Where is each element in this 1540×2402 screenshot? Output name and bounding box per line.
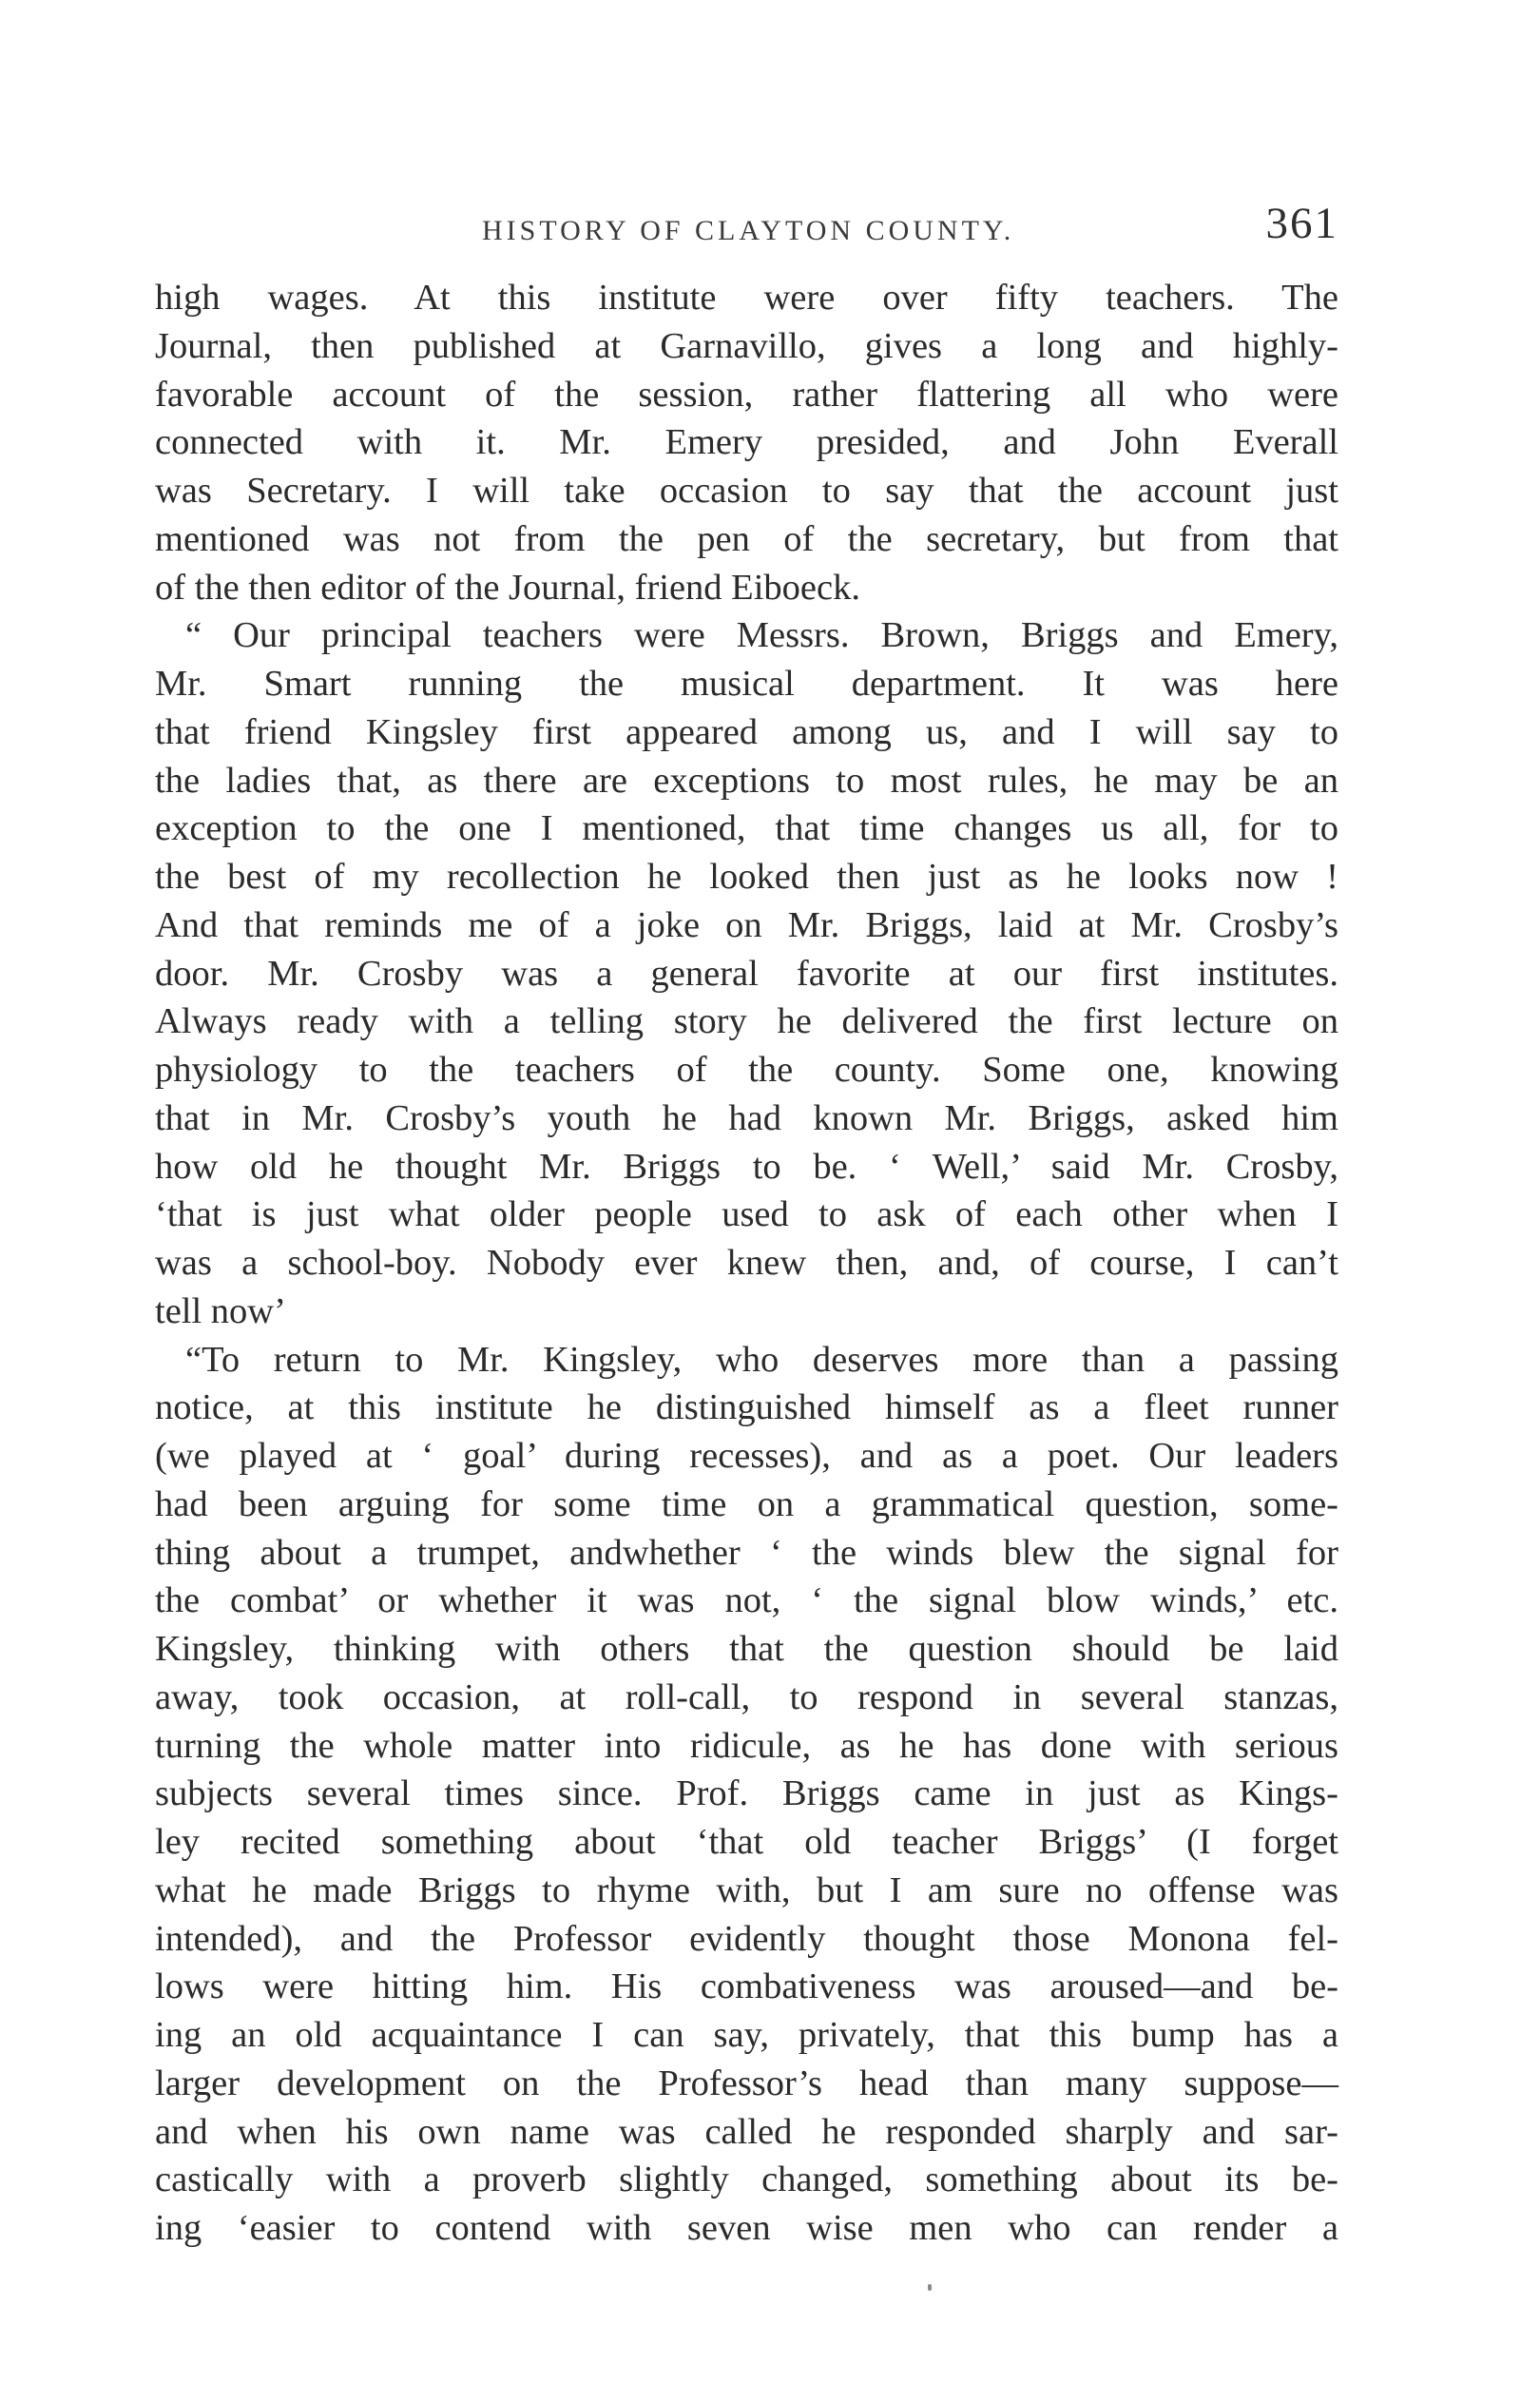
- text-line: notice, at this institute he distinguished himself as a fleet runner: [155, 1387, 1338, 1428]
- page-number: 361: [1265, 199, 1338, 248]
- text-line: the ladies that, as there are exceptions to most rules, he may be an: [155, 760, 1338, 801]
- text-line: ing ‘easier to contend with seven wise men who can render a: [155, 2208, 1338, 2248]
- text-line: away, took occasion, at roll-call, to respond in several stanzas,: [155, 1676, 1338, 1717]
- text-line: Always ready with a telling story he delivered the first lecture on: [155, 1001, 1338, 1042]
- text-line: that in Mr. Crosby’s youth he had known Mr. Briggs, asked him: [155, 1097, 1338, 1138]
- text-line: what he made Briggs to rhyme with, but I am sure no offense was: [155, 1869, 1338, 1910]
- text-line: was a school-boy. Nobody ever knew then, and, of course, I can’t: [155, 1243, 1338, 1283]
- page-header: [155, 190, 1338, 247]
- text-line: had been arguing for some time on a grammatical question, some-: [155, 1483, 1338, 1524]
- text-line: of the then editor of the Journal, friend Eiboeck.: [155, 567, 860, 608]
- text-line: favorable account of the session, rather flattering all who were: [155, 374, 1338, 415]
- text-line: and when his own name was called he responded sharply and sar-: [155, 2111, 1338, 2152]
- running-title: HISTORY OF CLAYTON COUNTY.: [482, 215, 1015, 246]
- text-line: thing about a trumpet, andwhether ‘ the winds blew the signal for: [155, 1532, 1338, 1573]
- text-line: turning the whole matter into ridicule, as he has done with serious: [155, 1725, 1338, 1766]
- text-line: was Secretary. I will take occasion to say that the account just: [155, 471, 1338, 511]
- text-line: tell now’: [155, 1290, 286, 1331]
- text-line: larger development on the Professor’s head than many suppose—: [155, 2063, 1338, 2103]
- text-line: physiology to the teachers of the county. Some one, knowing: [155, 1050, 1338, 1090]
- text-line: connected with it. Mr. Emery presided, and John Everall: [155, 422, 1338, 463]
- text-line: And that reminds me of a joke on Mr. Briggs, laid at Mr. Crosby’s: [155, 904, 1338, 945]
- text-line: high wages. At this institute were over fifty teachers. The: [155, 278, 1338, 318]
- body-text: [155, 274, 1338, 2253]
- text-line: ‘that is just what older people used to ask of each other when I: [155, 1194, 1338, 1235]
- text-line: that friend Kingsley first appeared among us, and I will say to: [155, 711, 1338, 752]
- text-line: lows were hitting him. His combativeness was aroused—and be-: [155, 1966, 1338, 2007]
- text-line: door. Mr. Crosby was a general favorite at our first institutes.: [155, 953, 1338, 994]
- text-line: castically with a proverb slightly changed, something about its be-: [155, 2160, 1338, 2200]
- text-line: Mr. Smart running the musical department. It was here: [155, 664, 1338, 704]
- text-line: (we played at ‘ goal’ during recesses), and as a poet. Our leaders: [155, 1436, 1338, 1476]
- text-line: mentioned was not from the pen of the secretary, but from that: [155, 518, 1338, 559]
- text-line: intended), and the Professor evidently thought those Monona fel-: [155, 1918, 1338, 1959]
- text-line: “ Our principal teachers were Messrs. Brown, Briggs and Emery,: [185, 615, 1338, 656]
- text-line: the combat’ or whether it was not, ‘ the signal blow winds,’ etc.: [155, 1580, 1338, 1621]
- text-line: how old he thought Mr. Briggs to be. ‘ Well,’ said Mr. Crosby,: [155, 1146, 1338, 1187]
- text-line: ley recited something about ‘that old teacher Briggs’ (I forget: [155, 1822, 1338, 1862]
- text-line: ing an old acquaintance I can say, privately, that this bump has a: [155, 2015, 1338, 2055]
- text-line: subjects several times since. Prof. Briggs came in just as Kings-: [155, 1773, 1338, 1814]
- text-line: Journal, then published at Garnavillo, gives a long and highly-: [155, 325, 1338, 366]
- text-line: the best of my recollection he looked then just as he looks now !: [155, 857, 1338, 897]
- text-line: exception to the one I mentioned, that time changes us all, for to: [155, 808, 1338, 849]
- ink-speck: [928, 2284, 932, 2291]
- text-line: Kingsley, thinking with others that the question should be laid: [155, 1629, 1338, 1669]
- text-line: “To return to Mr. Kingsley, who deserves more than a passing: [185, 1339, 1338, 1380]
